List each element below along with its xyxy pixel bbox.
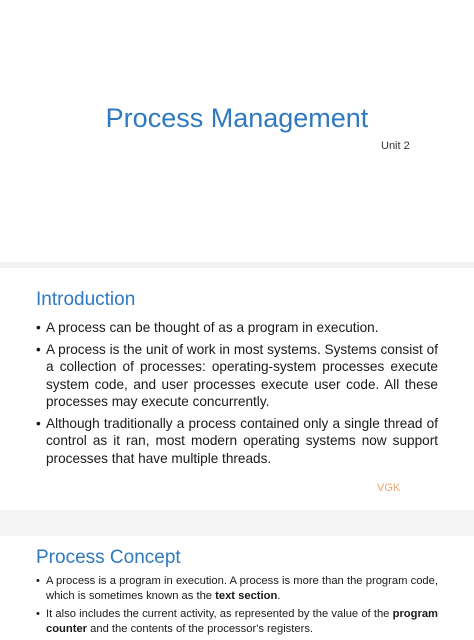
bullet-icon: • [36,575,40,587]
slide-heading: Process Concept [36,547,181,568]
slide-title: Process Management [105,103,369,133]
bullet-icon: • [36,415,41,431]
bullet-icon: • [36,341,41,357]
introduction-slide [0,270,474,510]
bullet-icon: • [36,320,41,335]
bullet-text: A process is the unit of work in most systems. Systems consist of a collection of processes: operating-system processes execute system code, and user processes execute user code. All these processes may execute concurrently. [46,341,438,409]
bullet-text: A process is a program in execution. A process is more than the program code, which is sometimes known as the [46,575,438,602]
title-slide [0,0,474,262]
bullet-bold-text: program counter [46,608,438,635]
slide-divider [0,262,474,268]
bullet-icon: • [36,608,40,620]
process-concept-slide [0,536,474,635]
list-item [36,319,438,337]
bullet-text: A process can be thought of as a program in execution. [46,320,379,335]
bullet-list [36,319,438,471]
bullet-text: Although traditionally a process contained only a single thread of control as it ran, most modern operating systems now support processes that have multiple threads. [46,415,438,466]
list-item [36,574,438,603]
slide-footer: VGK [377,482,401,494]
bullet-bold-text: text section [215,589,278,602]
bullet-text-end: and the contents of the processor's registers. [87,622,314,635]
list-item [36,415,438,468]
bullet-text-end: . [277,589,281,602]
slide-heading: Introduction [36,289,136,310]
slide-divider [0,510,474,536]
bullet-list [36,574,438,640]
list-item [36,341,438,411]
slide-subtitle: Unit 2 [381,140,410,152]
bullet-text: It also includes the current activity, as represented by the value of the [46,608,393,620]
